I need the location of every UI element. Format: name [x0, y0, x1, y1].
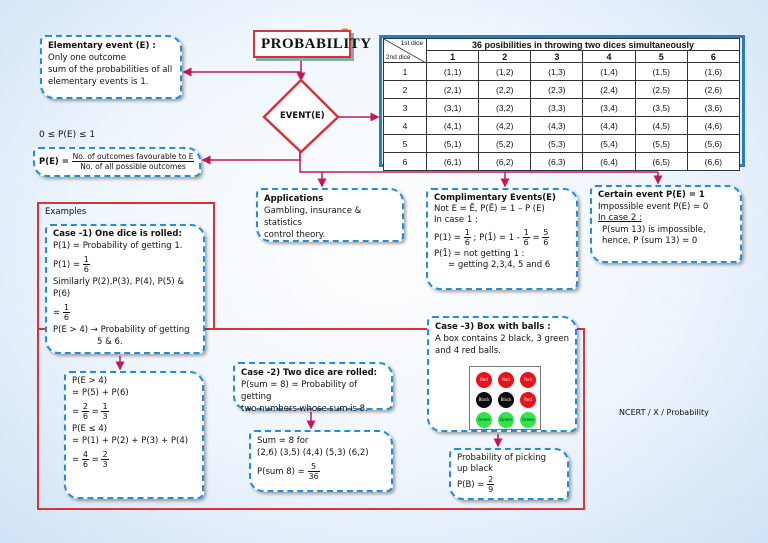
numerator: 2 [488, 475, 494, 484]
fraction [82, 402, 89, 421]
case1b-eq2 [72, 450, 196, 469]
probability-range: 0 ≤ P(E) ≤ 1 [39, 130, 96, 140]
eq-equals: = [532, 233, 540, 243]
denominator: 6 [83, 265, 89, 274]
fraction [83, 255, 90, 274]
table-cell: (6,2) [479, 153, 531, 171]
fraction [63, 303, 70, 322]
fraction [523, 228, 530, 247]
case1-p1 [53, 255, 197, 274]
complementary-line: Not E = Ē, P(Ē) = 1 – P (E) [434, 204, 545, 214]
ball: Red [476, 372, 492, 388]
numerator: 1 [523, 228, 529, 237]
case1b-line: = P(1) + P(2) + P(3) + P(4) [72, 435, 189, 446]
numerator: 1 [102, 402, 108, 411]
page-title: PROBABILITY [253, 30, 351, 58]
numerator: 1 [63, 303, 69, 312]
complementary-line: In case 1 : [434, 215, 478, 225]
certain-event-box [590, 185, 742, 263]
row-label: 3 [384, 99, 427, 117]
elementary-line: elementary events is 1. [48, 77, 149, 87]
table-cell: (2,1) [427, 81, 479, 99]
table-cell: (5,6) [687, 135, 739, 153]
complementary-box [426, 188, 578, 290]
table-cell: (3,2) [479, 99, 531, 117]
case1b-eq1 [72, 402, 196, 421]
case3b-line: Probability of picking [457, 453, 547, 463]
certain-heading: Certain event P(E) = 1 [598, 190, 705, 200]
event-label: EVENT(E) [280, 111, 325, 121]
numerator: 2 [82, 402, 88, 411]
column-header: 1 [427, 51, 479, 63]
table-cell: (4,3) [531, 117, 583, 135]
case3-box [427, 316, 577, 432]
table-cell: (5,2) [479, 135, 531, 153]
numerator: 1 [464, 228, 470, 237]
ball-grid [470, 367, 540, 428]
numerator: 1 [83, 255, 89, 264]
elementary-line: Only one outcome [48, 53, 126, 63]
numerator: 5 [543, 228, 549, 237]
case3b-line: up black [457, 464, 494, 474]
ball: Red [498, 372, 514, 388]
table-cell: (3,5) [635, 99, 687, 117]
case3-line: A box contains 2 black, 3 green [435, 334, 569, 344]
denominator: 36 [308, 472, 319, 481]
column-header: 2 [479, 51, 531, 63]
case2-heading: Case -2) Two dice are rolled: [241, 368, 378, 378]
eq-equals: = [91, 455, 99, 465]
table-cell: (4,1) [427, 117, 479, 135]
footer-source: NCERT / X / Probability [619, 408, 709, 417]
case1-line: Similarly P(2),P(3), P(4), P(5) & P(6) [53, 277, 185, 299]
arrow-event-to-definition [203, 152, 300, 160]
table-row [384, 81, 740, 99]
certain-line: P(sum 13) is impossible, [602, 224, 706, 235]
ball: Black [498, 392, 514, 408]
denominator: 6 [543, 238, 549, 247]
elementary-heading: Elementary event (E) : [48, 41, 156, 51]
denominator: 6 [82, 412, 88, 421]
row-label: 2 [384, 81, 427, 99]
table-cell: (1,3) [531, 63, 583, 81]
column-header: 5 [635, 51, 687, 63]
eq-lhs: P(B) = [457, 480, 485, 490]
eq-prefix: P(1) = [434, 233, 461, 243]
case1-line: P(1) = Probability of getting 1. [53, 240, 183, 251]
certain-line: hence, P (sum 13) = 0 [602, 236, 698, 246]
table-cell: (3,1) [427, 99, 479, 117]
table-cell: (4,6) [687, 117, 739, 135]
case1-heading: Case -1) One dice is rolled: [53, 229, 182, 239]
definition-box [33, 147, 201, 177]
examples-frame-top-right [213, 328, 215, 330]
case1-similar-eq [53, 303, 197, 322]
table-title: 36 posibilities in throwing two dices simultaneously [427, 39, 740, 51]
table-cell: (3,3) [531, 99, 583, 117]
case1b-line: P(E > 4) [72, 376, 108, 386]
fraction [101, 450, 108, 469]
case2b-eq [257, 462, 385, 481]
denominator: 3 [102, 412, 108, 421]
applications-line: control theory. [264, 230, 326, 240]
table-cell: (2,5) [635, 81, 687, 99]
eq-lhs: P(sum 8) = [257, 467, 305, 477]
table-row [384, 135, 740, 153]
row-label: 6 [384, 153, 427, 171]
case1-line: P(E > 4) → Probability of getting [53, 325, 190, 335]
table-column-row [384, 51, 740, 63]
certain-case-label: In case 2 : [598, 213, 642, 223]
table-cell: (1,6) [687, 63, 739, 81]
case1-line: 5 & 6. [97, 336, 123, 347]
ball: Red [520, 392, 536, 408]
denominator: 6 [464, 238, 470, 247]
table-row [384, 99, 740, 117]
table-cell: (4,5) [635, 117, 687, 135]
table-cell: (3,4) [583, 99, 635, 117]
case3-line: and 4 red balls. [435, 346, 501, 356]
fraction [487, 475, 494, 494]
table-cell: (1,5) [635, 63, 687, 81]
table-header-row [384, 39, 740, 51]
elementary-line: sum of the probabilities of all [48, 65, 173, 75]
table-cell: (6,5) [635, 153, 687, 171]
outcomes-table [383, 38, 740, 171]
table-cell: (4,2) [479, 117, 531, 135]
row-label: 5 [384, 135, 427, 153]
row-label: 4 [384, 117, 427, 135]
examples-label: Examples [45, 207, 87, 217]
column-header: 3 [531, 51, 583, 63]
table-cell: (3,6) [687, 99, 739, 117]
eq-equals: = [53, 308, 61, 318]
table-row [384, 153, 740, 171]
ball: Black [476, 392, 492, 408]
table-cell: (5,5) [635, 135, 687, 153]
table-cell: (6,1) [427, 153, 479, 171]
ball: Green [498, 412, 514, 428]
numerator: 5 [308, 462, 320, 472]
case2-box [233, 362, 393, 414]
certain-line: Impossible event P(E) = 0 [598, 201, 709, 212]
table-cell: (1,4) [583, 63, 635, 81]
table-cell: (2,6) [687, 81, 739, 99]
denominator: 6 [63, 313, 69, 322]
complementary-line: P(1̄) = not getting 1 : [434, 249, 525, 259]
ball-box [469, 366, 541, 430]
corner-bottom-label: 2nd dice [386, 54, 411, 61]
complementary-line: = getting 2,3,4, 5 and 6 [448, 260, 551, 270]
table-cell: (6,6) [687, 153, 739, 171]
case3-heading: Case -3) Box with balls : [435, 322, 551, 332]
denominator: 6 [523, 238, 529, 247]
case1b-line: P(E ≤ 4) [72, 424, 108, 434]
table-cell: (4,4) [583, 117, 635, 135]
definition-denominator: No. of all possible outcomes [80, 162, 186, 171]
column-header: 6 [687, 51, 739, 63]
case2b-line: Sum = 8 for [257, 436, 309, 446]
corner-top-label: 1st dice [400, 40, 423, 47]
table-cell: (5,4) [583, 135, 635, 153]
eq-equals: = [72, 407, 80, 417]
case2-line: two numbers whose sum is 8. [241, 404, 368, 414]
case2b-line: (2,6) (3,5) (4,4) (5,3) (6,2) [257, 448, 369, 458]
elementary-event-box [40, 35, 182, 99]
table-cell: (2,2) [479, 81, 531, 99]
case2-line: P(sum = 8) = Probability of getting [241, 380, 358, 402]
p1-lhs: P(1) = [53, 260, 80, 270]
table-cell: (6,4) [583, 153, 635, 171]
applications-heading: Applications [264, 194, 324, 204]
ball: Green [476, 412, 492, 428]
case2-result-box [249, 430, 393, 492]
fraction [308, 462, 320, 481]
numerator: 2 [102, 450, 108, 459]
table-cell: (2,3) [531, 81, 583, 99]
table-row [384, 117, 740, 135]
definition-fraction [72, 152, 195, 171]
fraction [464, 228, 471, 247]
row-label: 1 [384, 63, 427, 81]
case1-result-box [64, 371, 204, 499]
fraction [101, 402, 108, 421]
denominator: 6 [82, 460, 88, 469]
corner-cell [384, 39, 427, 63]
eq-equals: = [72, 455, 80, 465]
case3-result-box [449, 448, 569, 500]
eq-equals: = [91, 407, 99, 417]
ball: Red [520, 372, 536, 388]
fraction [82, 450, 89, 469]
table-cell: (2,4) [583, 81, 635, 99]
table-cell: (5,3) [531, 135, 583, 153]
applications-line: Gambling, insurance & statistics [264, 206, 362, 228]
complementary-heading: Complimentary Events(E) [434, 193, 556, 203]
table-cell: (5,1) [427, 135, 479, 153]
applications-box [256, 188, 404, 242]
case3b-eq [457, 475, 561, 494]
case1-box [45, 224, 205, 354]
fraction [542, 228, 549, 247]
case1b-line: = P(5) + P(6) [72, 387, 129, 398]
arrow-to-elementary [184, 72, 300, 76]
complementary-equation [434, 228, 570, 247]
numerator: 4 [82, 450, 88, 459]
table-cell: (1,2) [479, 63, 531, 81]
definition-lhs: P(E) = [39, 157, 69, 167]
eq-mid: ; P(1̄) = 1 - [473, 233, 520, 243]
ball: Green [520, 412, 536, 428]
denominator: 9 [488, 485, 494, 494]
table-cell: (1,1) [427, 63, 479, 81]
column-header: 4 [583, 51, 635, 63]
table-row [384, 63, 740, 81]
table-cell: (6,3) [531, 153, 583, 171]
definition-numerator: No. of outcomes favourable to E [72, 152, 194, 161]
denominator: 3 [102, 460, 108, 469]
